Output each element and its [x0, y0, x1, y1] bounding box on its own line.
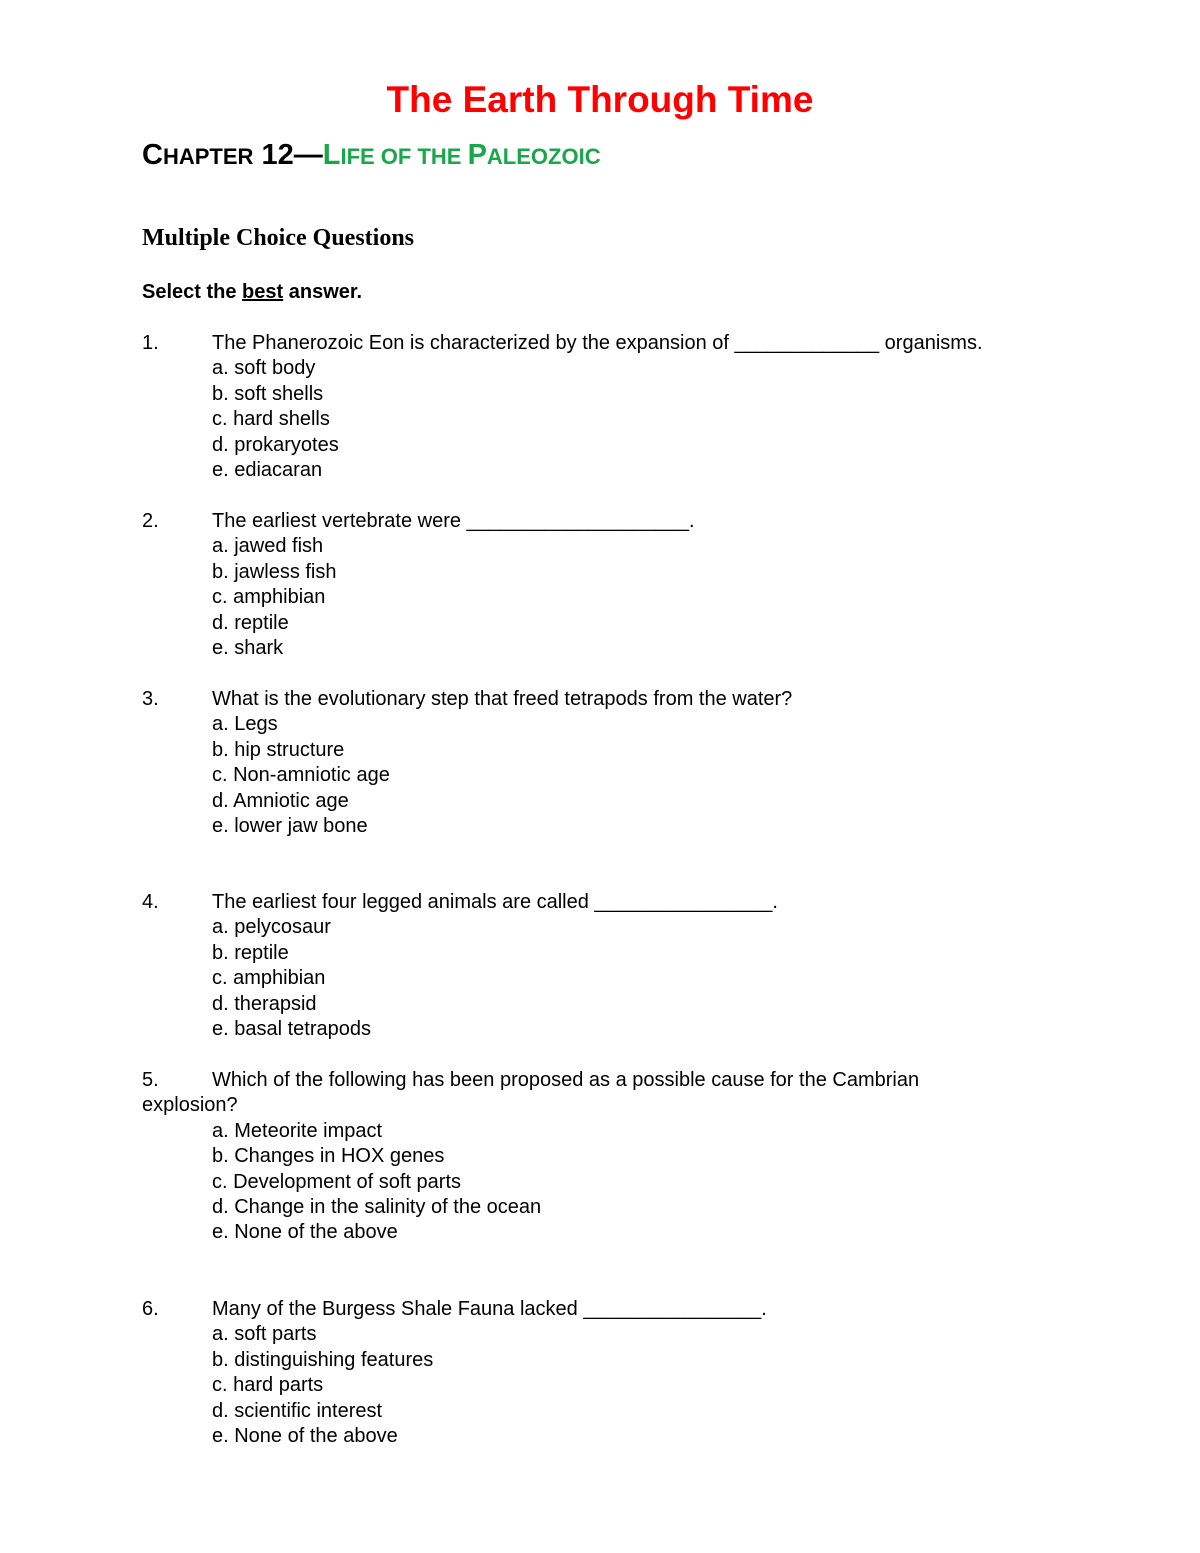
options-list — [142, 534, 1102, 661]
question-number: 5. — [142, 1069, 159, 1091]
question-number: 1. — [142, 332, 159, 354]
option-c: c. hard shells — [212, 408, 330, 431]
option-e: e. ediacaran — [212, 458, 323, 481]
option-b: b. reptile — [212, 941, 289, 964]
chapter-label: CHAPTER 12— — [142, 139, 323, 171]
options-list — [142, 915, 1102, 1042]
option-a: a. soft body — [212, 357, 316, 380]
option-a: a. Meteorite impact — [212, 1119, 383, 1142]
question-number: 6. — [142, 1298, 159, 1320]
option-e: e. None of the above — [212, 1424, 398, 1447]
option-c: c. Development of soft parts — [212, 1170, 462, 1193]
question-number: 4. — [142, 891, 159, 913]
option-a: a. soft parts — [212, 1323, 317, 1346]
option-b: b. soft shells — [212, 382, 324, 405]
options-list — [142, 356, 1102, 483]
option-b: b. jawless fish — [212, 560, 337, 583]
option-b: b. distinguishing features — [212, 1348, 434, 1371]
option-c: c. amphibian — [212, 967, 326, 990]
option-e: e. basal tetrapods — [212, 1017, 371, 1040]
options-list — [142, 1322, 1102, 1449]
option-a: a. Legs — [212, 713, 278, 736]
option-d: d. reptile — [212, 611, 289, 634]
question-4 — [142, 890, 1102, 1042]
question-text: The Phanerozoic Eon is characterized by the expansion of _____________ organisms. — [212, 332, 983, 354]
option-d: d. therapsid — [212, 992, 317, 1015]
question-6 — [142, 1297, 1102, 1449]
option-d: d. Change in the salinity of the ocean — [212, 1195, 542, 1218]
option-a: a. jawed fish — [212, 535, 324, 558]
option-a: a. pelycosaur — [212, 916, 331, 939]
question-number: 3. — [142, 688, 159, 710]
question-text: Many of the Burgess Shale Fauna lacked ________________. — [212, 1298, 767, 1320]
chapter-heading — [142, 137, 601, 175]
chapter-name: LIFE OF THE PALEOZOIC — [322, 139, 601, 171]
question-3 — [142, 687, 1102, 839]
option-d: d. prokaryotes — [212, 433, 339, 456]
option-e: e. None of the above — [212, 1221, 398, 1244]
option-d: d. scientific interest — [212, 1399, 383, 1422]
options-list — [142, 1119, 1102, 1246]
question-text: Which of the following has been proposed as a possible cause for the Cambrian — [212, 1069, 920, 1091]
question-text: The earliest four legged animals are called ________________. — [212, 891, 778, 913]
question-text: What is the evolutionary step that freed tetrapods from the water? — [212, 688, 793, 710]
question-text: The earliest vertebrate were ____________________. — [212, 510, 695, 532]
option-c: c. Non-amniotic age — [212, 764, 390, 787]
document-title: The Earth Through Time — [386, 79, 814, 120]
instruction: Select the best answer. — [142, 281, 363, 303]
option-e: e. shark — [212, 636, 284, 659]
option-c: c. hard parts — [212, 1374, 324, 1397]
question-2 — [142, 509, 1102, 661]
option-b: b. hip structure — [212, 738, 345, 761]
option-e: e. lower jaw bone — [212, 814, 368, 837]
option-b: b. Changes in HOX genes — [212, 1145, 445, 1168]
question-1 — [142, 331, 1102, 483]
question-5 — [142, 1068, 1102, 1246]
option-c: c. amphibian — [212, 586, 326, 609]
question-text-continued: explosion? — [142, 1094, 238, 1117]
options-list — [142, 712, 1102, 839]
option-d: d. Amniotic age — [212, 789, 349, 812]
section-heading: Multiple Choice Questions — [142, 225, 415, 251]
question-number: 2. — [142, 510, 159, 532]
